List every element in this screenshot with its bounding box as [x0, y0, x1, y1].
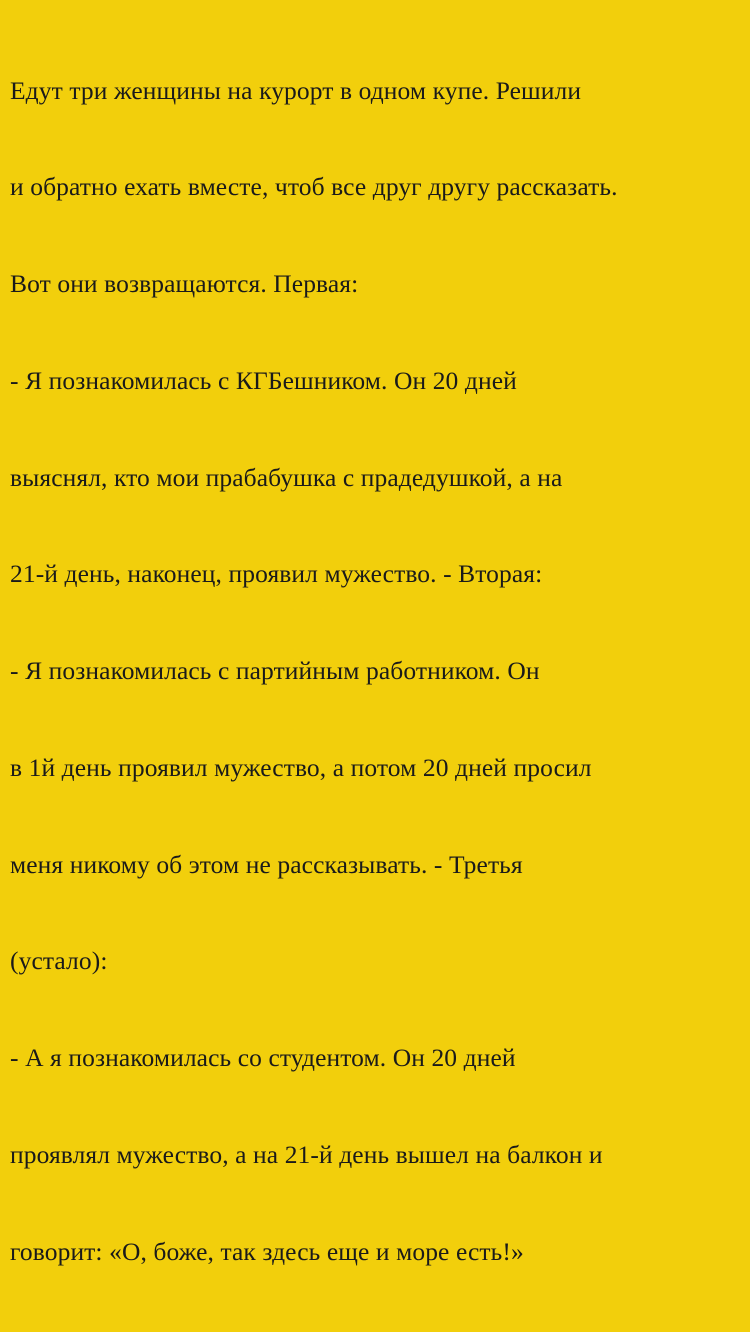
joke-line: Вот они возвращаются. Первая: [10, 269, 359, 298]
joke-line: говорит: «О, боже, так здесь еще и море есть!» [10, 1236, 524, 1266]
joke-line: и обратно ехать вместе, чтоб все друг другу рассказать. [10, 172, 618, 202]
joke-line: - Я познакомилась с КГБешником. Он 20 дней [10, 365, 517, 395]
joke-line: Едут три женщины на курорт в одном купе. Решили [10, 75, 582, 105]
joke-line: 21-й день, наконец, проявил мужество. - Вторая: [10, 559, 543, 589]
joke-line: проявлял мужество, а на 21-й день вышел на балкон и [10, 1139, 603, 1169]
joke-line: в 1й день проявил мужество, а потом 20 дней просил [10, 752, 592, 782]
joke-line: выяснял, кто мои прабабушка с прадедушкой, а на [10, 462, 563, 492]
joke-line: - Я познакомилась с партийным работником. Он [10, 656, 540, 685]
joke-line: меня никому об этом не рассказывать. - Третья [10, 849, 523, 879]
joke-text-block [10, 10, 742, 1332]
joke-line: (устало): [10, 946, 108, 976]
joke-line: - А я познакомилась со студентом. Он 20 дней [10, 1043, 516, 1072]
